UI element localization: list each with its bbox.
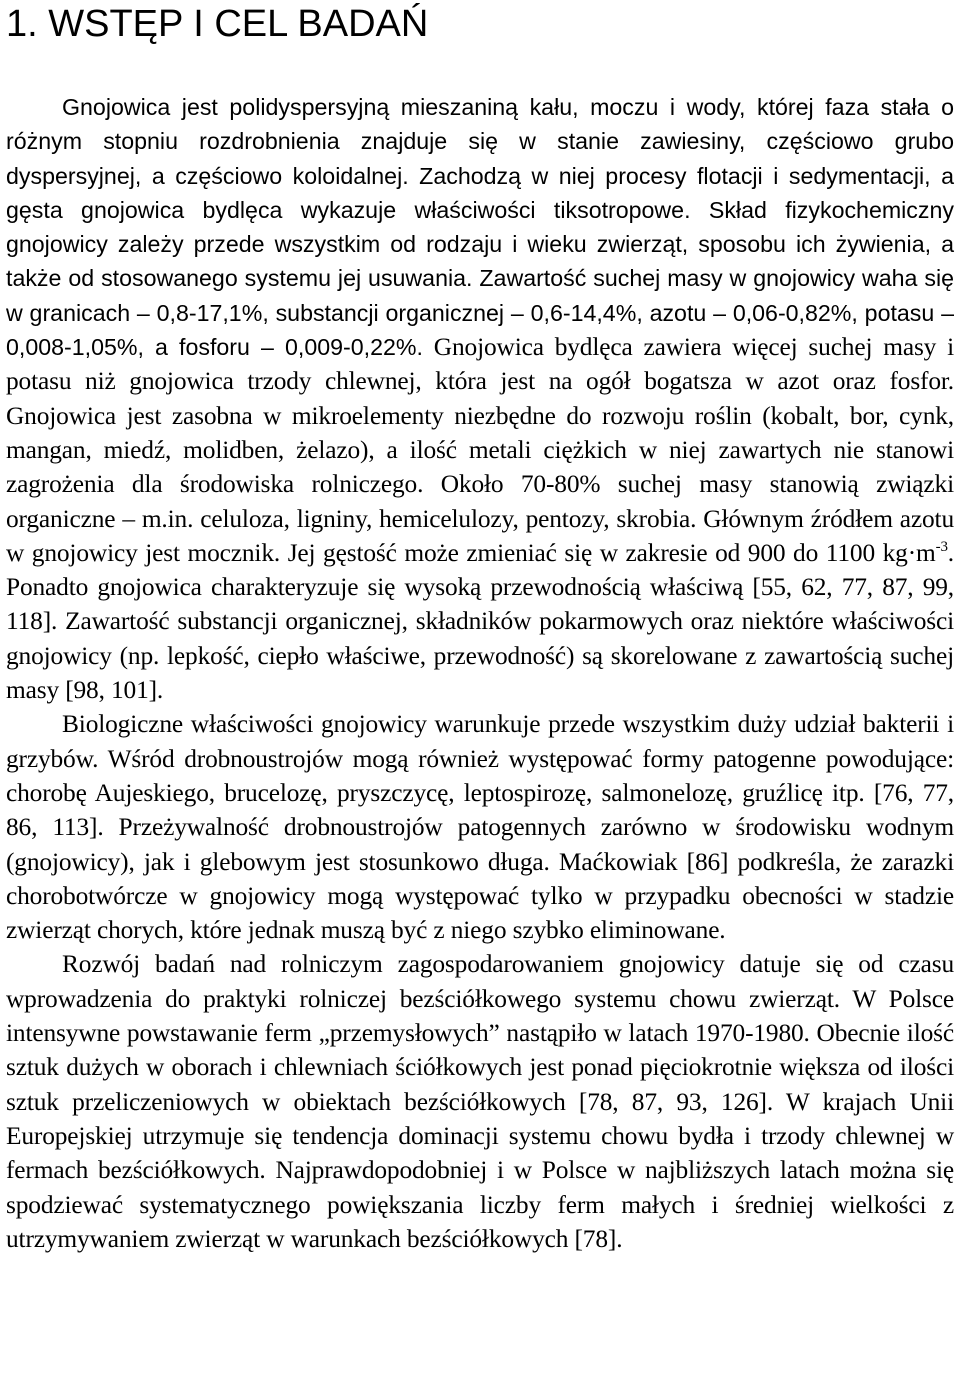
section-heading: 1. WSTĘP I CEL BADAŃ [6, 3, 429, 45]
paragraph-composition-part-2: Gnojowica bydlęca zawiera więcej suchej masy i potasu niż gnojowica trzody chlewnej, która jest na ogół bogatsza w azot oraz fosfor. Gnojowica jest zasobna w mikroelementy niezbędne do rozwoju roślin (kobalt, bor, cynk, mangan, miedź, molidben, żelazo), a ilość metali ciężkich w niej zawartych nie stanowi zagrożenia dla środowiska rolniczego. Około 70-80% suchej masy stanowią związki organiczne – m.in. celuloza, ligniny, hemicelulozy, pentozy, skrobia. Głównym źródłem azotu w gnojowicy jest mocznik. Jej gęstość może zmieniać się w zakresie od 900 do 1100 kg·m [6, 333, 954, 567]
density-unit-exponent: -3 [935, 538, 948, 555]
paragraph-composition [6, 90, 954, 707]
section-body [6, 90, 954, 1256]
paragraph-biological-properties: Biologiczne właściwości gnojowicy warunkuje przede wszystkim duży udział bakterii i grzybów. Wśród drobnoustrojów mogą również występować formy patogenne powodujące: chorobę Aujeskiego, brucelozę, pryszczycę, leptospirozę, salmonelozę, gruźlicę itp. [76, 77, 86, 113]. Przeżywalność drobnoustrojów patogennych zarówno w środowisku wodnym (gnojowicy), jak i glebowym jest stosunkowo długa. Maćkowiak [86] podkreśla, że zarazki chorobotwórcze w gnojowicy mogą występować tylko w przypadku obecności w stadzie zwierząt chorych, które jednak muszą być z niego szybko eliminowane. [6, 710, 954, 945]
paragraph-development-history: Rozwój badań nad rolniczym zagospodarowaniem gnojowicy datuje się od czasu wprowadzenia do praktyki rolniczej bezściółkowego systemu chowu zwierząt. W Polsce intensywne powstawanie ferm „przemysłowych” nastąpiło w latach 1970-1980. Obecnie ilość sztuk dużych w oborach i chlewniach ściółkowych jest ponad pięciokrotnie większa od ilości sztuk przeliczeniowych w obiektach bezściółkowych [78, 87, 93, 126]. W krajach Unii Europejskiej utrzymuje się tendencja dominacji systemu chowu bydła i trzody chlewnej w fermach bezściółkowych. Najprawdopodobniej i w Polsce w najbliższych latach można się spodziewać systematycznego powiększania liczby ferm małych i średniej wielkości z utrzymywaniem zwierząt w warunkach bezściółkowych [78]. [6, 950, 954, 1253]
paragraph-composition-part-3: . Ponadto gnojowica charakteryzuje się wysoką przewodnością właściwą [55, 62, 77, 87, 99, 118]. Zawartość substancji organicznej, składników pokarmowych oraz niektóre właściwości gnojowicy (np. lepkość, ciepło właściwe, przewodność) są skorelowane z zawartością suchej masy [98, 101]. [6, 538, 954, 705]
paragraph-composition-part-1: Gnojowica jest polidyspersyjną mieszaniną kału, moczu i wody, której faza stała o różnym stopniu rozdrobnienia znajduje się w stanie zawiesiny, częściowo grubo dyspersyjnej, a częściowo koloidalnej. Zachodzą w niej procesy flotacji i sedymentacji, a gęsta gnojowica bydlęca wykazuje właściwości tiksotropowe. Skład fizykochemiczny gnojowicy zależy przede wszystkim od rodzaju i wieku zwierząt, sposobu ich żywienia, a także od stosowanego systemu jej usuwania. Zawartość suchej masy w gnojowicy waha się w granicach – 0,8-17,1%, substancji organicznej – 0,6-14,4%, azotu – 0,06-0,82%, potasu – 0,008-1,05%, a fosforu – 0,009-0,22%. [6, 94, 954, 361]
